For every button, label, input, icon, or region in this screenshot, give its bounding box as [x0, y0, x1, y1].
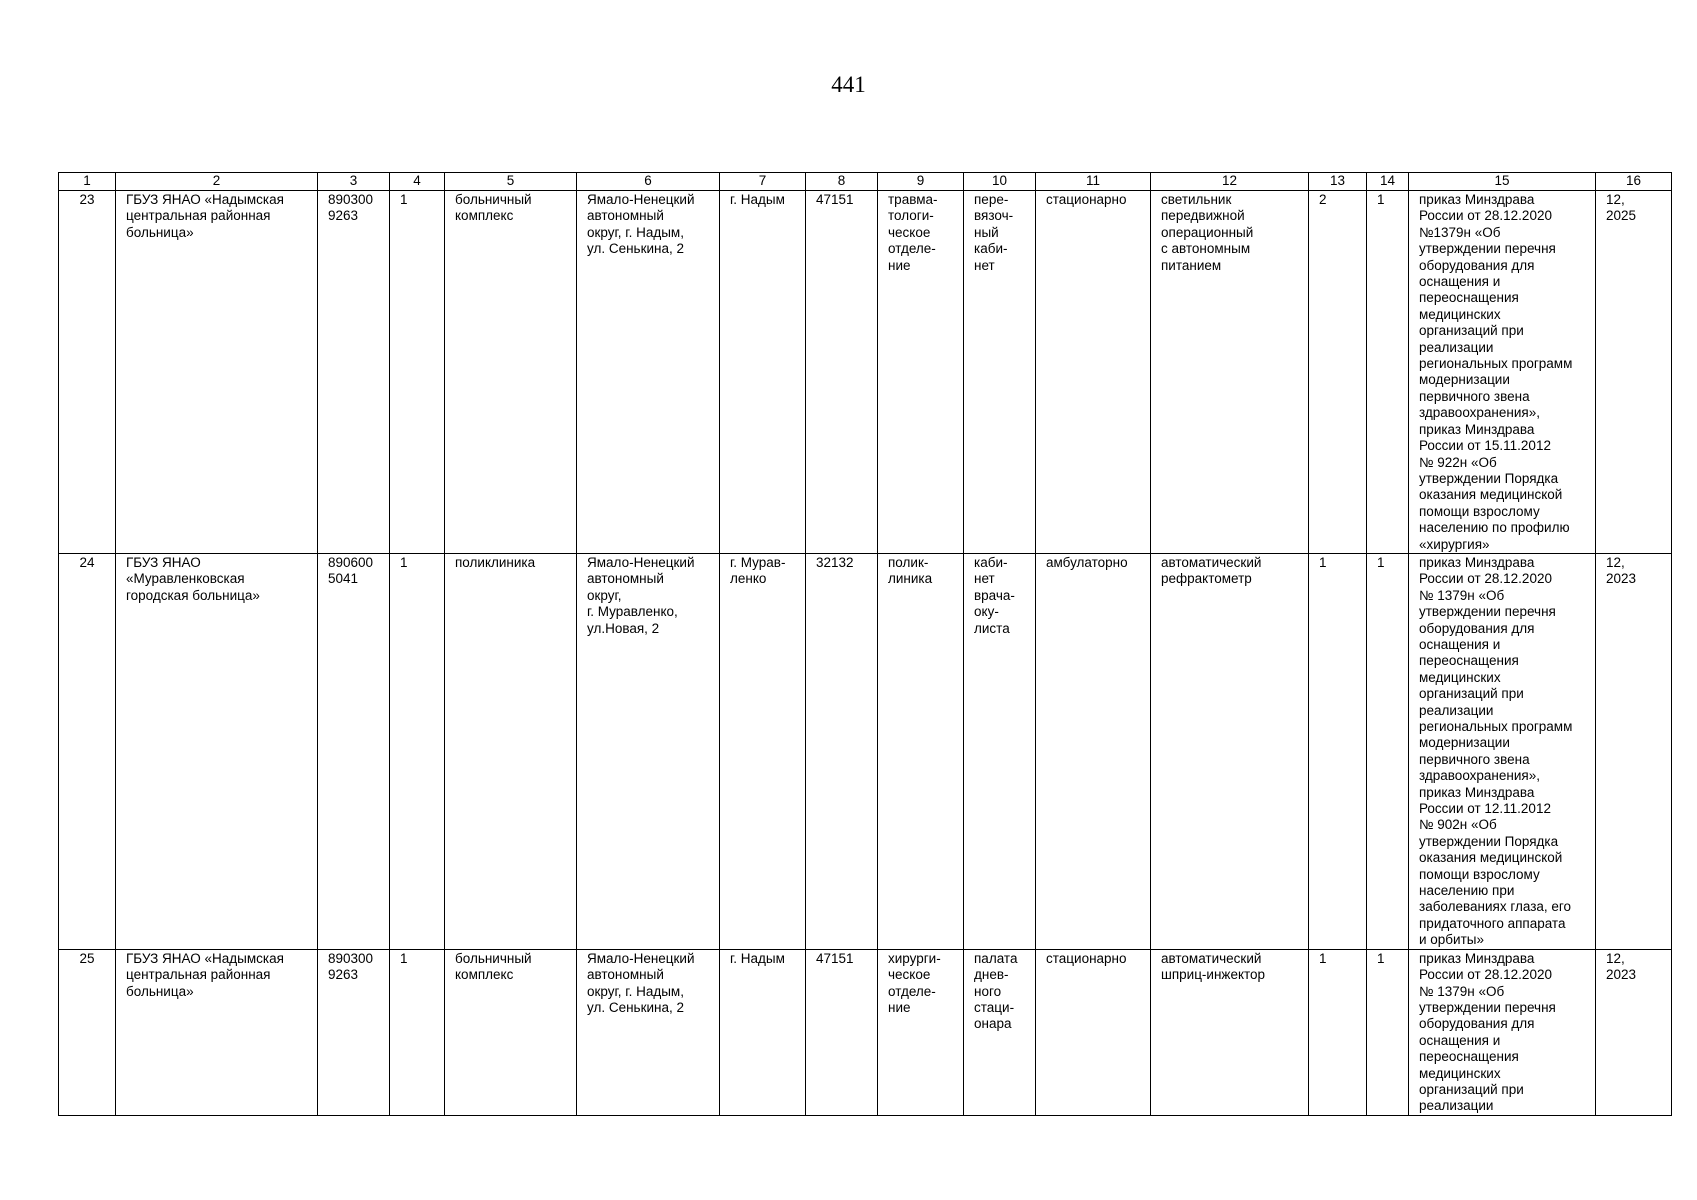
- column-4-cell: 1: [390, 191, 445, 554]
- column-number: 4: [390, 173, 445, 191]
- care-form-cell: стационарно: [1036, 949, 1151, 1115]
- code-cell: 890300 9263: [318, 191, 390, 554]
- address-cell: Ямало-Ненецкий автономный округ, г. Надым, ул. Сенькина, 2: [577, 191, 720, 554]
- department-cell: хирурги- ческое отделе- ние: [878, 949, 964, 1115]
- equipment-registry-table: [58, 172, 1672, 1116]
- column-number: 5: [445, 173, 577, 191]
- organization-cell: ГБУЗ ЯНАО «Надымская центральная районная больница»: [116, 191, 318, 554]
- column-number: 11: [1036, 173, 1151, 191]
- column-number: 13: [1309, 173, 1367, 191]
- column-number: 15: [1409, 173, 1596, 191]
- row-number-cell: 25: [59, 949, 116, 1115]
- address-cell: Ямало-Ненецкий автономный округ, г. Надым, ул. Сенькина, 2: [577, 949, 720, 1115]
- column-13-cell: 1: [1309, 949, 1367, 1115]
- column-16-cell: 12, 2023: [1596, 949, 1672, 1115]
- room-cell: пере- вязоч- ный каби- нет: [964, 191, 1036, 554]
- facility-type-cell: больничный комплекс: [445, 949, 577, 1115]
- row-number-cell: 24: [59, 553, 116, 949]
- page-number: 441: [831, 72, 866, 97]
- column-13-cell: 2: [1309, 191, 1367, 554]
- legal-basis-cell: приказ Минздрава России от 28.12.2020 № 1379н «Об утверждении перечня оборудования для оснащения и переоснащения медицинских организаций при реализации региональных программ модернизации первичного звена здравоохранения», приказ Минздрава России от 12.11.2012 № 902н «Об утверждении Порядка оказания медицинской помощи взрослому населению при заболеваниях глаза, его придаточного аппарата и орбиты»: [1409, 553, 1596, 949]
- code-cell: 890300 9263: [318, 949, 390, 1115]
- legal-basis-cell: приказ Минздрава России от 28.12.2020 №1379н «Об утверждении перечня оборудования для оснащения и переоснащения медицинских организаций при реализации региональных программ модернизации первичного звена здравоохранения», приказ Минздрава России от 15.11.2012 № 922н «Об утверждении Порядка оказания медицинской помощи взрослому населению по профилю «хирургия»: [1409, 191, 1596, 554]
- column-8-cell: 47151: [806, 191, 878, 554]
- column-4-cell: 1: [390, 949, 445, 1115]
- column-number: 9: [878, 173, 964, 191]
- column-8-cell: 32132: [806, 553, 878, 949]
- row-number-cell: 23: [59, 191, 116, 554]
- care-form-cell: стационарно: [1036, 191, 1151, 554]
- column-number: 16: [1596, 173, 1672, 191]
- organization-cell: ГБУЗ ЯНАО «Надымская центральная районная больница»: [116, 949, 318, 1115]
- table-row: [59, 553, 1672, 949]
- room-cell: каби- нет врача- оку- листа: [964, 553, 1036, 949]
- department-cell: травма- тологи- ческое отделе- ние: [878, 191, 964, 554]
- column-14-cell: 1: [1367, 949, 1409, 1115]
- table-row: [59, 949, 1672, 1115]
- column-number: 2: [116, 173, 318, 191]
- city-cell: г. Надым: [720, 949, 806, 1115]
- column-number-row: [59, 173, 1672, 191]
- column-4-cell: 1: [390, 553, 445, 949]
- code-cell: 890600 5041: [318, 553, 390, 949]
- column-number: 1: [59, 173, 116, 191]
- facility-type-cell: поликлиника: [445, 553, 577, 949]
- facility-type-cell: больничный комплекс: [445, 191, 577, 554]
- column-16-cell: 12, 2023: [1596, 553, 1672, 949]
- column-number: 6: [577, 173, 720, 191]
- equipment-cell: автоматический шприц-инжектор: [1151, 949, 1309, 1115]
- column-number: 12: [1151, 173, 1309, 191]
- equipment-cell: светильник передвижной операционный с автономным питанием: [1151, 191, 1309, 554]
- care-form-cell: амбулаторно: [1036, 553, 1151, 949]
- equipment-cell: автоматический рефрактометр: [1151, 553, 1309, 949]
- column-13-cell: 1: [1309, 553, 1367, 949]
- column-16-cell: 12, 2025: [1596, 191, 1672, 554]
- column-number: 8: [806, 173, 878, 191]
- column-14-cell: 1: [1367, 191, 1409, 554]
- column-8-cell: 47151: [806, 949, 878, 1115]
- organization-cell: ГБУЗ ЯНАО «Муравленковская городская больница»: [116, 553, 318, 949]
- column-number: 7: [720, 173, 806, 191]
- column-number: 10: [964, 173, 1036, 191]
- address-cell: Ямало-Ненецкий автономный округ, г. Муравленко, ул.Новая, 2: [577, 553, 720, 949]
- department-cell: полик- линика: [878, 553, 964, 949]
- city-cell: г. Надым: [720, 191, 806, 554]
- table-row: [59, 191, 1672, 554]
- legal-basis-cell: приказ Минздрава России от 28.12.2020 № 1379н «Об утверждении перечня оборудования для оснащения и переоснащения медицинских организаций при реализации: [1409, 949, 1596, 1115]
- column-number: 14: [1367, 173, 1409, 191]
- column-14-cell: 1: [1367, 553, 1409, 949]
- city-cell: г. Мурав- ленко: [720, 553, 806, 949]
- room-cell: палата днев- ного стаци- онара: [964, 949, 1036, 1115]
- column-number: 3: [318, 173, 390, 191]
